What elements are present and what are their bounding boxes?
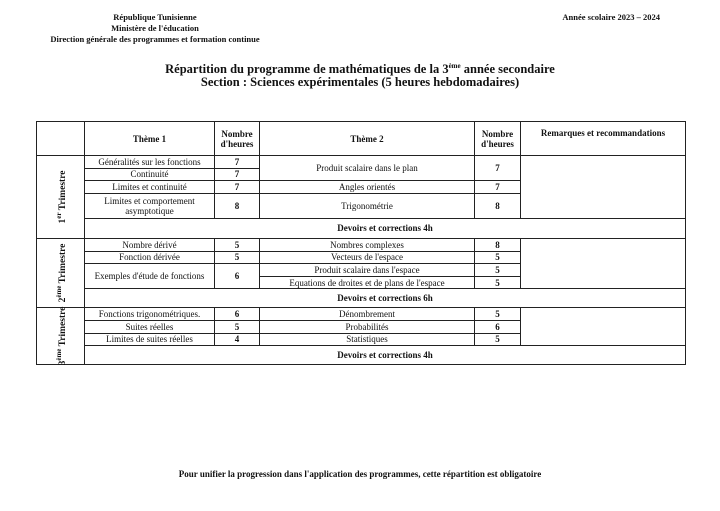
theme2-label: Produit scalaire dans l'espace (260, 264, 475, 277)
header-remarks: Remarques et recommandations (521, 122, 686, 156)
theme1-label: Limites et continuité (85, 181, 215, 194)
theme1-hours: 6 (215, 264, 260, 289)
theme2-hours: 8 (475, 238, 521, 251)
theme1-label: Suites réelles (85, 320, 215, 333)
trimester-word: Trimestre (57, 170, 68, 211)
theme1-label: Exemples d'étude de fonctions (85, 264, 215, 289)
header-line-2: Ministère de l'éducation (111, 23, 199, 33)
header-line-3: Direction générale des programmes et formation continue (50, 34, 260, 44)
theme1-hours: 4 (215, 333, 260, 346)
trimester-label (53, 171, 67, 224)
header-hours1: Nombre d'heures (215, 122, 260, 156)
theme2-label: Vecteurs de l'espace (260, 251, 475, 264)
title-prefix: Répartition du programme de mathématiques de la 3 (165, 62, 449, 77)
devoirs-row (37, 346, 686, 365)
title-suffix: année secondaire (460, 62, 555, 77)
theme2-hours: 5 (475, 333, 521, 346)
theme2-hours: 6 (475, 320, 521, 333)
header-theme2: Thème 2 (260, 122, 475, 156)
trimester-sup: ème (54, 285, 63, 298)
theme2-hours: 5 (475, 276, 521, 289)
theme1-hours: 7 (215, 156, 260, 169)
theme1-label: Continuité (85, 168, 215, 181)
remarks-cell (521, 308, 686, 346)
trimester-word: Trimestre (57, 243, 68, 284)
trimester-sup: er (54, 212, 63, 219)
trimester-number: 3 (57, 360, 68, 366)
trimester-sup: ème (54, 348, 63, 361)
theme1-hours: 8 (215, 193, 260, 218)
theme1-label: Fonction dérivée (85, 251, 215, 264)
theme2-hours: 5 (475, 251, 521, 264)
theme1-label: Limites et comportement asymptotique (85, 193, 215, 218)
table-header-row (37, 122, 686, 156)
theme2-label: Trigonométrie (260, 193, 475, 218)
theme2-hours: 8 (475, 193, 521, 218)
theme1-hours: 5 (215, 320, 260, 333)
theme2-label: Statistiques (260, 333, 475, 346)
header-blank (37, 122, 85, 156)
theme1-label: Nombre dérivé (85, 238, 215, 251)
theme2-hours: 7 (475, 181, 521, 194)
devoirs-cell: Devoirs et corrections 4h (85, 218, 686, 238)
devoirs-row (37, 289, 686, 308)
theme1-hours: 5 (215, 251, 260, 264)
document-subtitle: Section : Sciences expérimentales (5 heures hebdomadaires) (200, 75, 520, 89)
remarks-cell (521, 238, 686, 288)
theme1-hours: 7 (215, 168, 260, 181)
school-year: Année scolaire 2023 – 2024 (562, 12, 660, 22)
theme1-hours: 5 (215, 238, 260, 251)
theme1-hours: 6 (215, 308, 260, 321)
header-line-1: République Tunisienne (113, 12, 197, 22)
trimester-number: 2 (57, 297, 68, 303)
theme2-label: Angles orientés (260, 181, 475, 194)
trimester-cell-2 (37, 238, 85, 307)
ministry-header (30, 12, 280, 45)
trimester-cell-1 (37, 156, 85, 239)
theme2-label: Equations de droites et de plans de l'espace (260, 276, 475, 289)
trimester-cell-3 (37, 308, 85, 365)
table-row (37, 156, 686, 169)
table-row (37, 308, 686, 321)
trimester-label (53, 244, 67, 303)
theme1-label: Fonctions trigonométriques. (85, 308, 215, 321)
theme2-hours: 5 (475, 264, 521, 277)
header-theme1: Thème 1 (85, 122, 215, 156)
program-table (36, 121, 686, 365)
theme1-hours: 7 (215, 181, 260, 194)
theme1-label: Limites de suites réelles (85, 333, 215, 346)
trimester-word: Trimestre (57, 306, 68, 347)
trimester-label (53, 307, 67, 366)
table-row (37, 238, 686, 251)
theme2-label: Produit scalaire dans le plan (260, 156, 475, 181)
theme2-label: Probabilités (260, 320, 475, 333)
theme2-hours: 7 (475, 156, 521, 181)
title-sup: ème (448, 62, 461, 70)
footer-note: Pour unifier la progression dans l'application des programmes, cette répartition est obligatoire (178, 469, 542, 479)
theme2-label: Nombres complexes (260, 238, 475, 251)
theme2-label: Dénombrement (260, 308, 475, 321)
devoirs-cell: Devoirs et corrections 4h (85, 346, 686, 365)
trimester-number: 1 (57, 218, 68, 224)
devoirs-cell: Devoirs et corrections 6h (85, 289, 686, 308)
header-hours2: Nombre d'heures (475, 122, 521, 156)
remarks-cell (521, 156, 686, 219)
theme1-label: Généralités sur les fonctions (85, 156, 215, 169)
devoirs-row (37, 218, 686, 238)
theme2-hours: 5 (475, 308, 521, 321)
